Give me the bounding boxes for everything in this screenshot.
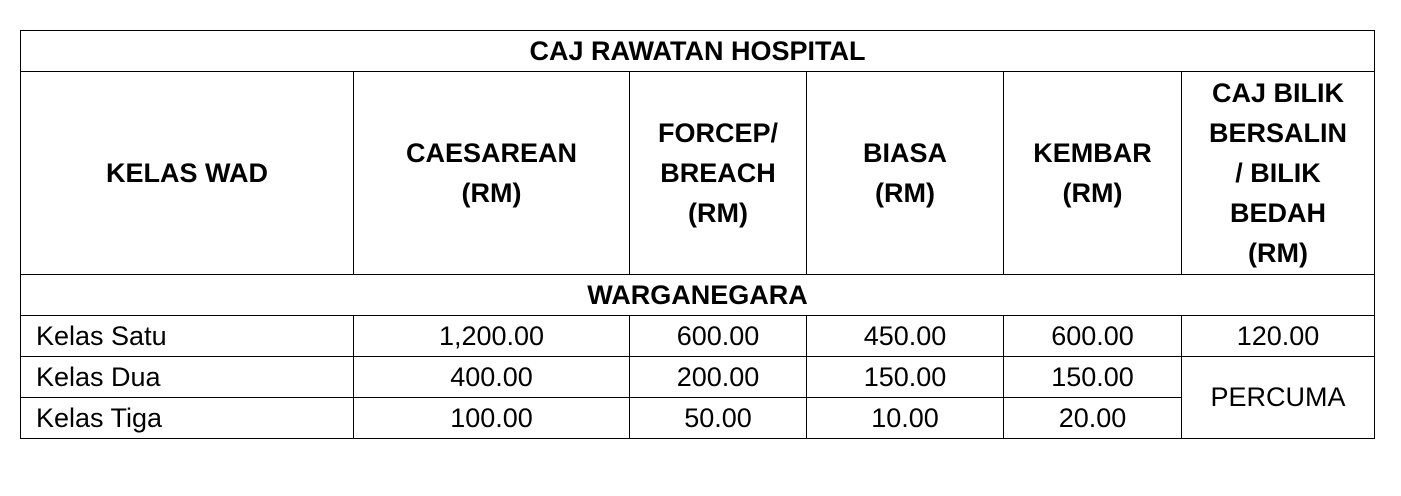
header-kelas-wad	[21, 72, 354, 275]
header-forcep-line: BREACH	[660, 158, 776, 188]
table-title: CAJ RAWATAN HOSPITAL	[21, 31, 1375, 72]
header-forcep-unit: (RM)	[688, 198, 748, 228]
cell-biasa: 10.00	[807, 398, 1004, 439]
header-caj-bilik-line: BEDAH	[1230, 198, 1327, 228]
cell-forcep: 50.00	[630, 398, 807, 439]
table-row	[21, 398, 1375, 439]
cell-percuma: PERCUMA	[1182, 357, 1375, 439]
header-caj-bilik-line: BERSALIN	[1209, 118, 1348, 148]
header-caj-bilik	[1182, 72, 1375, 275]
header-caj-bilik-unit: (RM)	[1248, 238, 1309, 268]
title-row	[21, 31, 1375, 72]
cell-biasa: 150.00	[807, 357, 1004, 398]
header-row	[21, 72, 1375, 275]
cell-caesarean: 100.00	[354, 398, 630, 439]
header-kembar-line: KEMBAR	[1033, 138, 1152, 168]
header-caesarean	[354, 72, 630, 275]
header-caesarean-line: CAESAREAN	[405, 138, 578, 168]
row-kelas-label: Kelas Tiga	[21, 398, 354, 439]
cell-biasa: 450.00	[807, 316, 1004, 357]
cell-caesarean: 1,200.00	[354, 316, 630, 357]
table-row	[21, 357, 1375, 398]
cell-forcep: 200.00	[630, 357, 807, 398]
header-biasa-line: BIASA	[862, 138, 947, 168]
cell-kembar: 600.00	[1004, 316, 1182, 357]
cell-kembar: 20.00	[1004, 398, 1182, 439]
row-kelas-label: Kelas Dua	[21, 357, 354, 398]
cell-forcep: 600.00	[630, 316, 807, 357]
section-row	[21, 275, 1375, 316]
header-forcep	[630, 72, 807, 275]
cell-caesarean: 400.00	[354, 357, 630, 398]
row-kelas-label: Kelas Satu	[21, 316, 354, 357]
header-kembar	[1004, 72, 1182, 275]
header-kelas-wad-label: KELAS WAD	[106, 158, 268, 188]
header-biasa-unit: (RM)	[875, 178, 935, 208]
header-biasa	[807, 72, 1004, 275]
header-forcep-line: FORCEP/	[657, 118, 778, 148]
cell-kembar: 150.00	[1004, 357, 1182, 398]
header-caesarean-unit: (RM)	[461, 178, 522, 208]
hospital-charges-table	[20, 30, 1375, 439]
section-heading: WARGANEGARA	[21, 275, 1375, 316]
header-caj-bilik-line: / BILIK	[1235, 158, 1321, 188]
header-caj-bilik-line: CAJ BILIK	[1212, 78, 1345, 108]
header-kembar-unit: (RM)	[1062, 178, 1123, 208]
table-row	[21, 316, 1375, 357]
cell-caj-bilik: 120.00	[1182, 316, 1375, 357]
